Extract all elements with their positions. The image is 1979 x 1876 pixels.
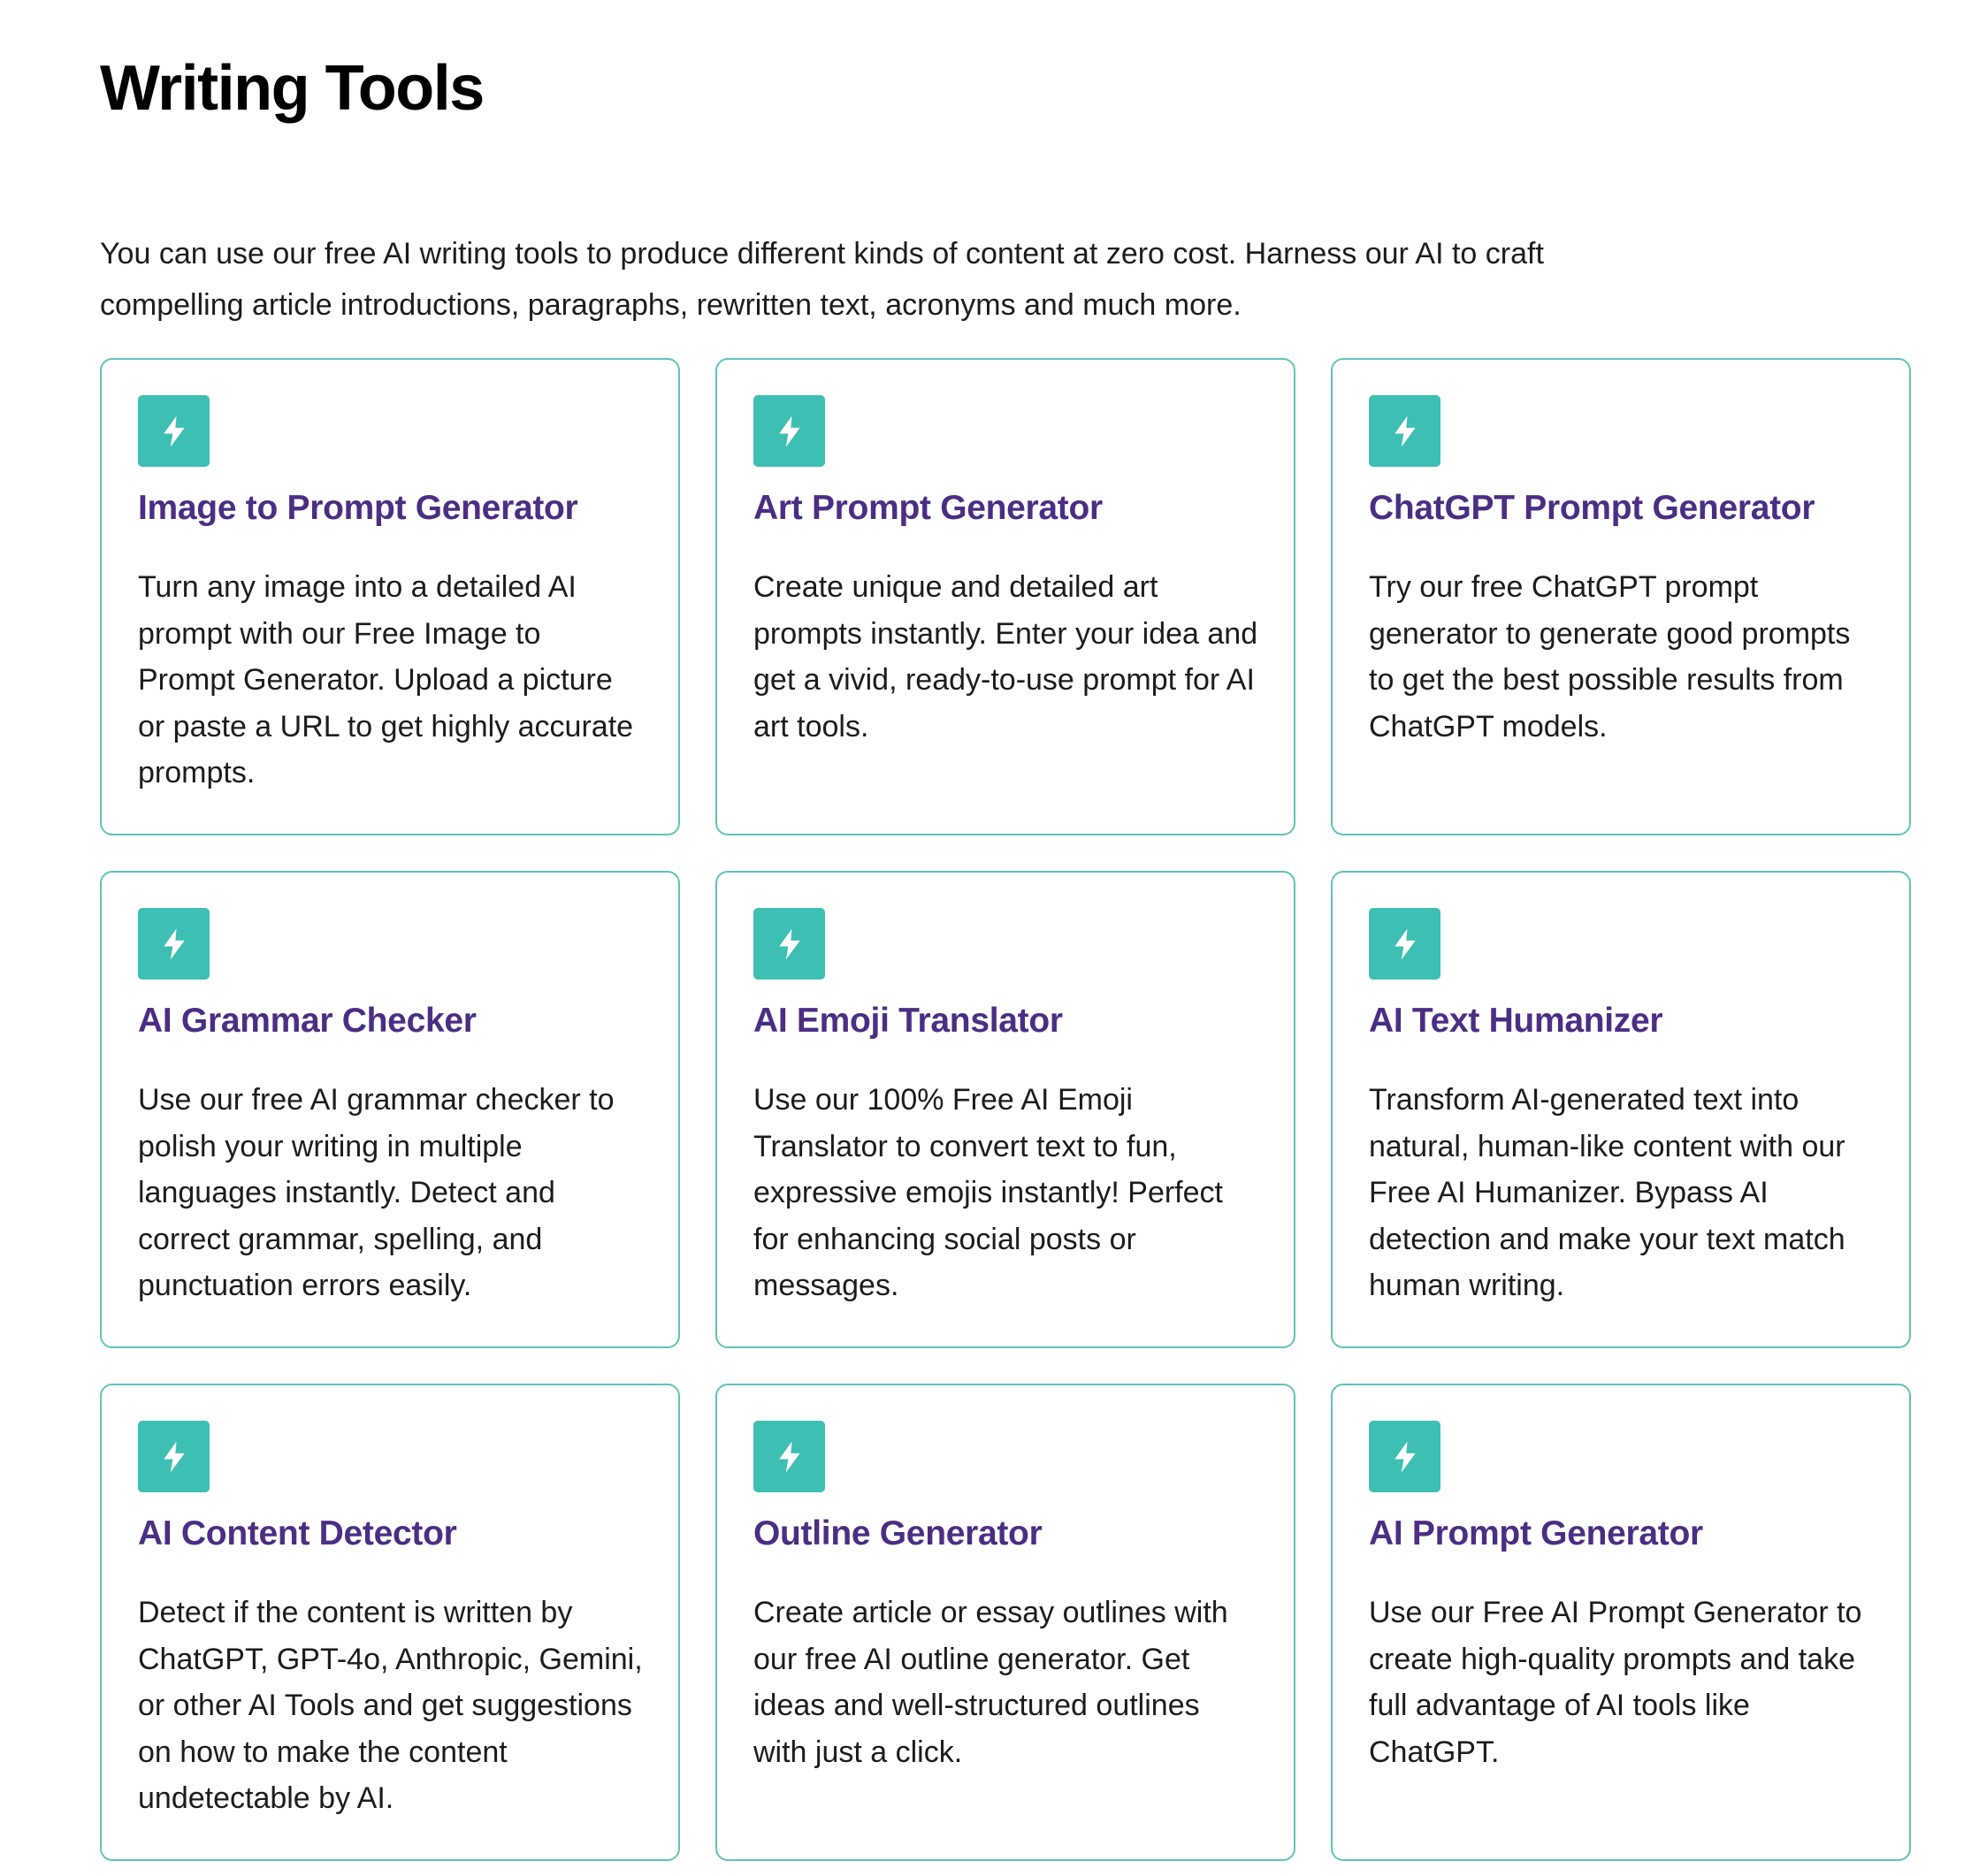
tool-card-description: Transform AI-generated text into natural, human-like content with our Free AI Humanizer. Bypass AI detection and make your text match human writing. <box>1369 1083 1845 1302</box>
tool-card-chatgpt-prompt-generator[interactable] <box>1331 358 1911 835</box>
tool-card-title[interactable]: Outline Generator <box>753 1514 1043 1552</box>
lightning-bolt-icon <box>138 1421 210 1492</box>
tool-card-ai-emoji-translator[interactable] <box>715 871 1295 1348</box>
tool-card-description: Create article or essay outlines with our free AI outline generator. Get ideas and well-structured outlines with just a click. <box>753 1596 1228 1769</box>
page-title: Writing Tools <box>100 53 484 124</box>
lightning-bolt-icon <box>753 1421 825 1492</box>
tool-card-image-to-prompt-generator[interactable] <box>100 358 680 835</box>
lightning-bolt-icon <box>1369 908 1440 980</box>
tool-card-description: Detect if the content is written by ChatGPT, GPT-4o, Anthropic, Gemini, or other AI Tools and get suggestions on how to make the content undetectable by AI. <box>138 1596 643 1815</box>
tool-card-title[interactable]: Art Prompt Generator <box>753 489 1103 527</box>
tool-card-ai-content-detector[interactable] <box>100 1384 680 1861</box>
tool-card-description: Try our free ChatGPT prompt generator to generate good prompts to get the best possible results from ChatGPT models. <box>1369 570 1851 744</box>
tool-card-title[interactable]: ChatGPT Prompt Generator <box>1369 489 1815 527</box>
tool-card-description: Use our 100% Free AI Emoji Translator to convert text to fun, expressive emojis instantly! Perfect for enhancing social posts or messages. <box>753 1083 1223 1302</box>
tools-grid <box>100 358 1911 1861</box>
lightning-bolt-icon <box>138 395 210 467</box>
lightning-bolt-icon <box>753 908 825 980</box>
tool-card-outline-generator[interactable] <box>715 1384 1295 1861</box>
tool-card-ai-prompt-generator[interactable] <box>1331 1384 1911 1861</box>
lightning-bolt-icon <box>1369 1421 1440 1492</box>
intro-paragraph: You can use our free AI writing tools to produce different kinds of content at zero cost. Harness our AI to craft compelling article introductions, paragraphs, rewritten text, acronyms and much more. <box>100 237 1544 322</box>
tool-card-ai-text-humanizer[interactable] <box>1331 871 1911 1348</box>
lightning-bolt-icon <box>753 395 825 467</box>
tool-card-description: Turn any image into a detailed AI prompt with our Free Image to Prompt Generator. Upload a picture or paste a URL to get highly accurate prompts. <box>138 570 634 789</box>
tool-card-title[interactable]: Image to Prompt Generator <box>138 489 578 527</box>
tool-card-title[interactable]: AI Grammar Checker <box>138 1002 477 1040</box>
lightning-bolt-icon <box>1369 395 1440 467</box>
tool-card-title[interactable]: AI Emoji Translator <box>753 1002 1063 1040</box>
tool-card-art-prompt-generator[interactable] <box>715 358 1295 835</box>
tool-card-title[interactable]: AI Prompt Generator <box>1369 1514 1703 1552</box>
tool-card-description: Use our Free AI Prompt Generator to create high-quality prompts and take full advantage of AI tools like ChatGPT. <box>1369 1596 1862 1769</box>
tool-card-ai-grammar-checker[interactable] <box>100 871 680 1348</box>
tool-card-description: Create unique and detailed art prompts instantly. Enter your idea and get a vivid, ready-to-use prompt for AI art tools. <box>753 570 1258 744</box>
tool-card-title[interactable]: AI Content Detector <box>138 1514 457 1552</box>
lightning-bolt-icon <box>138 908 210 980</box>
tool-card-title[interactable]: AI Text Humanizer <box>1369 1002 1663 1040</box>
tool-card-description: Use our free AI grammar checker to polish your writing in multiple languages instantly. Detect and correct grammar, spelling, and punctuation errors easily. <box>138 1083 615 1302</box>
